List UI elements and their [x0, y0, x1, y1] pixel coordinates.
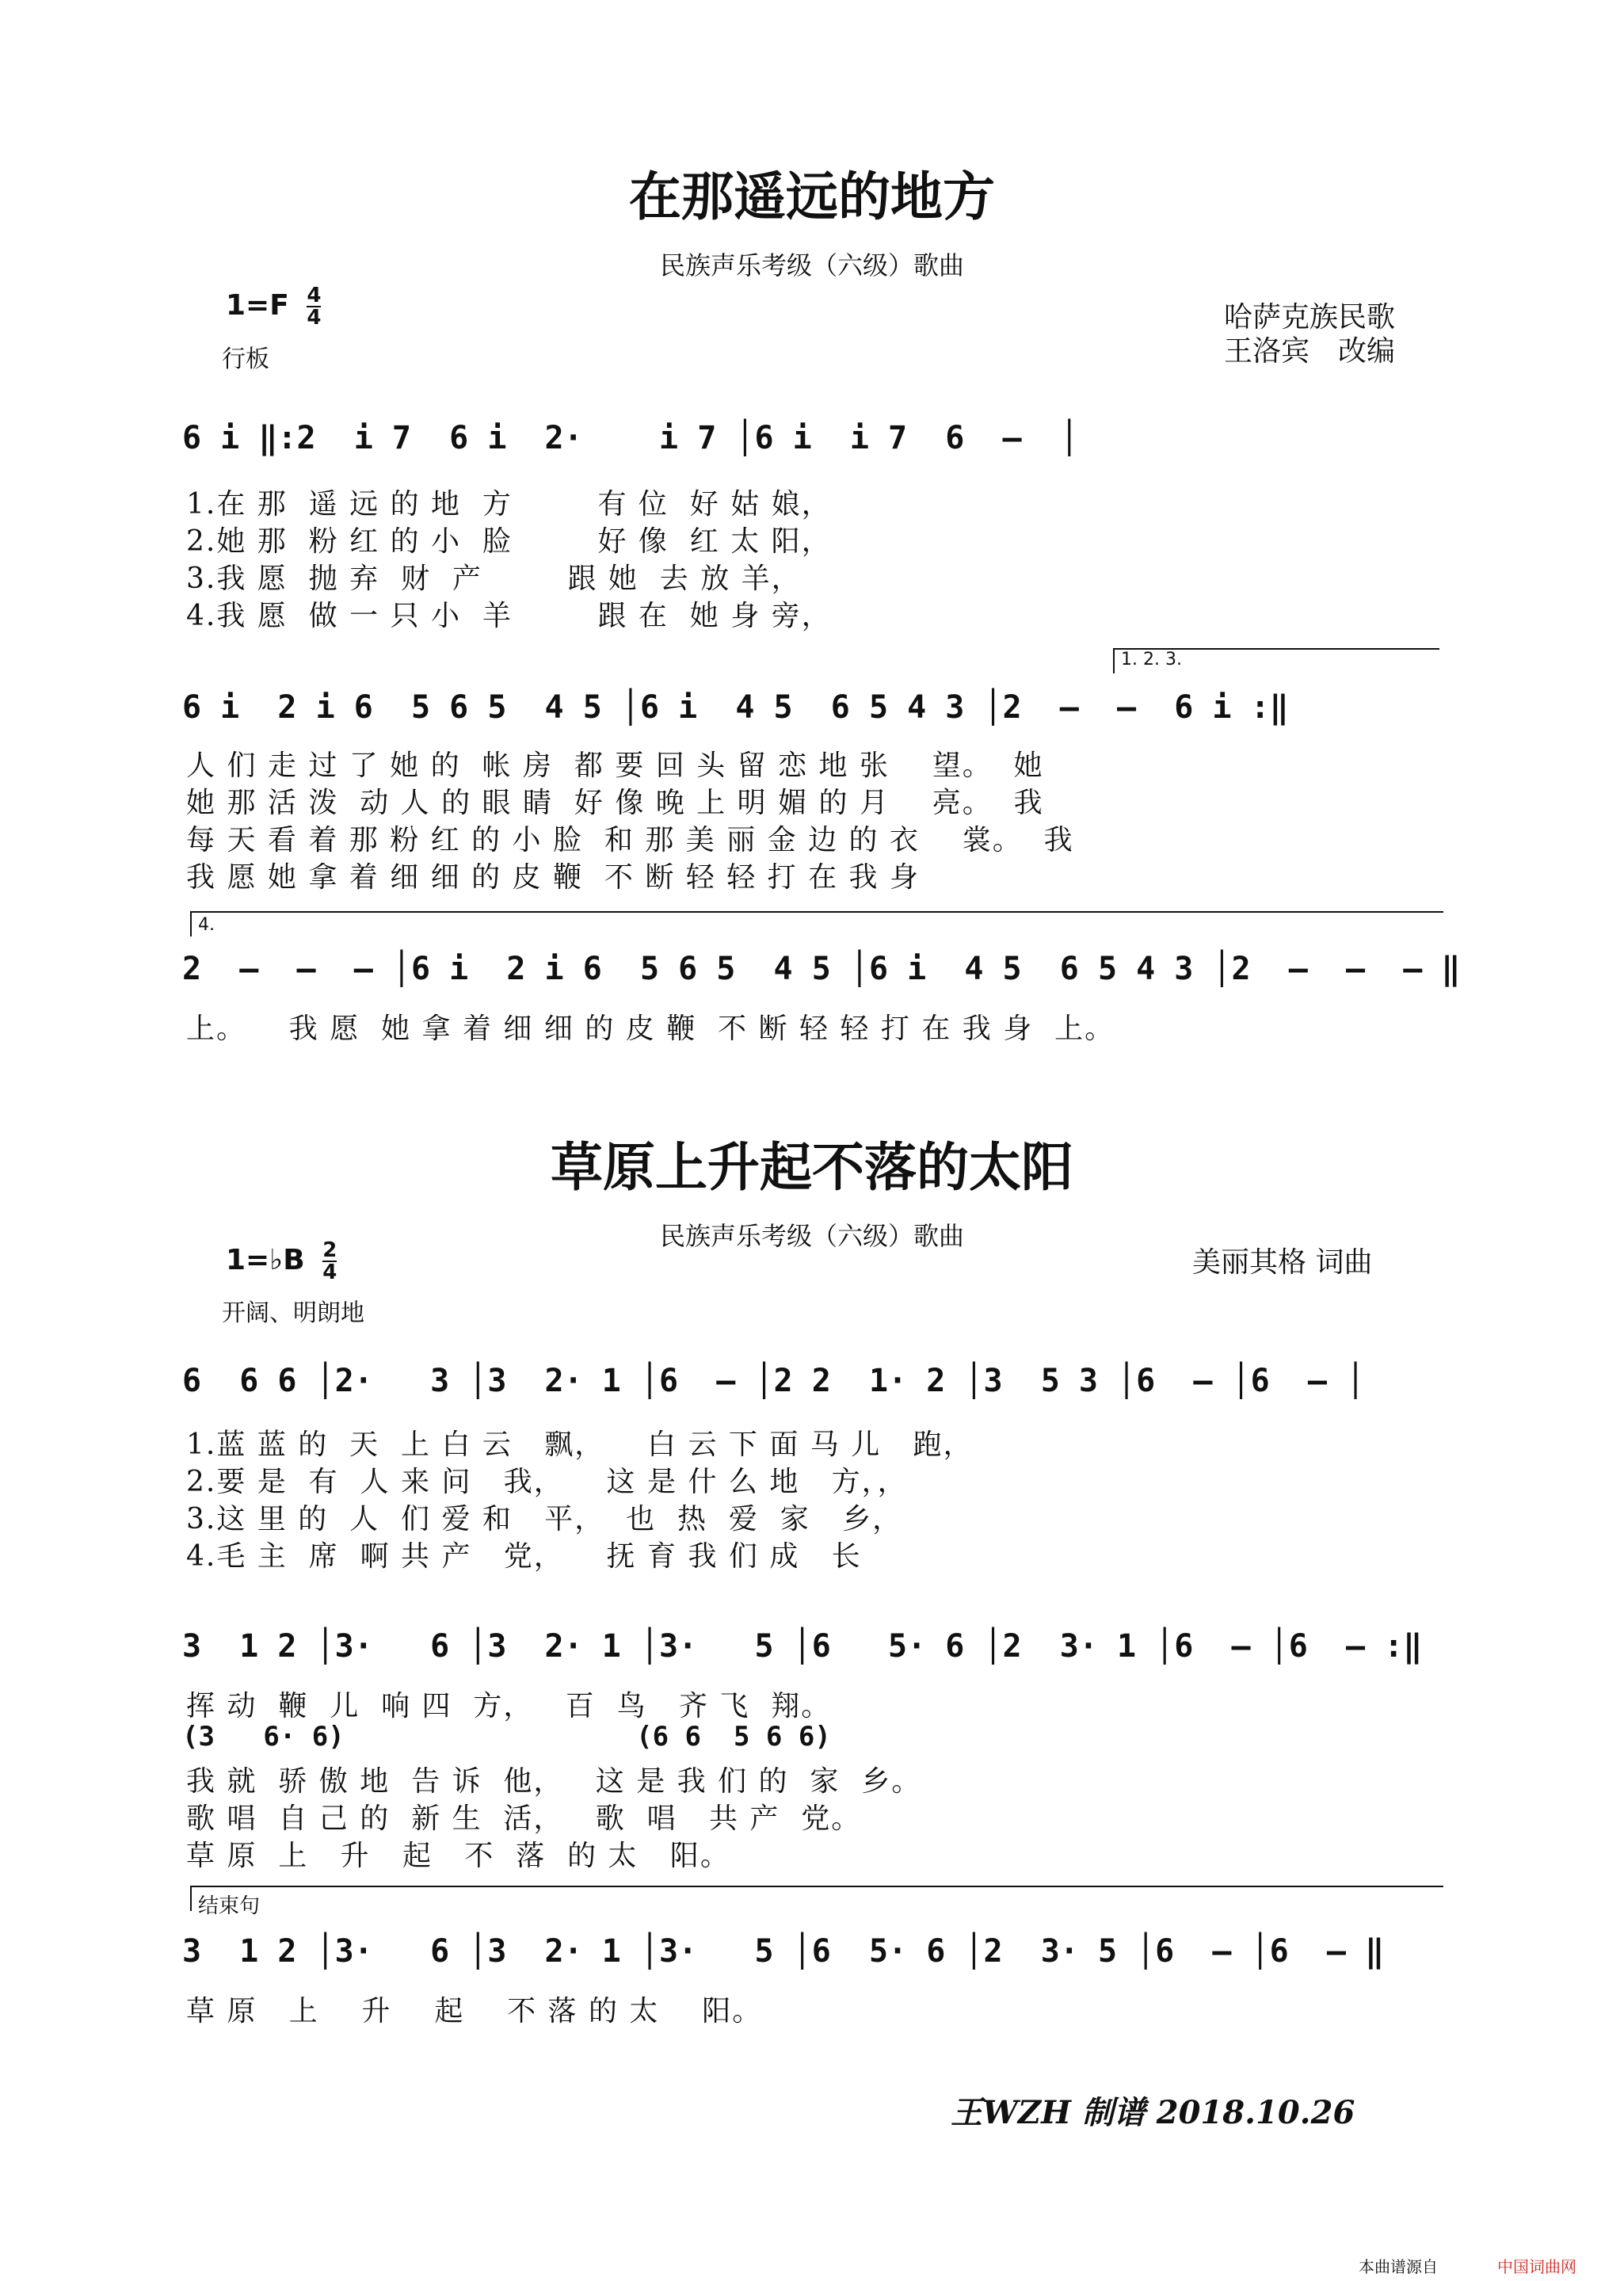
lyric-verse-1: 挥 动 鞭 儿 响 四 方， 百 鸟 齐 飞 翔。 — [186, 1690, 832, 1722]
song-title: 草原上升起不落的太阳 — [551, 1136, 1073, 1198]
key-signature — [226, 1240, 337, 1283]
ending-bracket — [190, 911, 1443, 936]
alternate-notes: (3 6· 6) (6 6 5 6 6) — [182, 1721, 831, 1753]
song-subtitle: 民族声乐考级（六级）歌曲 — [659, 1221, 964, 1251]
key-signature — [226, 285, 321, 328]
lyric-verse-4: 4.我 愿 做 一 只 小 羊 跟 在 她 身 旁， — [186, 600, 832, 632]
lyric-verse-3: 3.这 里 的 人 们 爱 和 平， 也 热 爱 家 乡， — [186, 1503, 903, 1535]
lyric-verse-2: 2.她 那 粉 红 的 小 脸 好 像 红 太 阳， — [186, 525, 832, 558]
time-bottom: 4 — [307, 306, 322, 330]
notation-line: 6 i ‖:2 i 7 6 i 2· i 7 │6 i i 7 6 – │ — [182, 420, 1079, 456]
lyric-verse-4: 我 愿 她 拿 着 细 细 的 皮 鞭 不 断 轻 轻 打 在 我 身 — [186, 861, 920, 894]
credit-origin: 哈萨克族民歌 — [1224, 301, 1396, 334]
lyric-verse-4: 上。 我 愿 她 拿 着 细 细 的 皮 鞭 不 断 轻 轻 打 在 我 身 上。 — [186, 1013, 1115, 1045]
tempo-marking: 开阔、明朗地 — [222, 1299, 364, 1327]
ending-label: 1. 2. 3. — [1121, 650, 1182, 669]
time-signature — [307, 285, 321, 328]
song-title: 在那遥远的地方 — [629, 166, 995, 227]
time-top: 4 — [307, 284, 322, 307]
lyric-verse-3: 歌 唱 自 己 的 新 生 活， 歌 唱 共 产 党。 — [186, 1802, 862, 1835]
transcriber-signature: 王WZH 制谱 2018.10.26 — [951, 2094, 1355, 2131]
song-subtitle: 民族声乐考级（六级）歌曲 — [659, 250, 964, 280]
lyric-verse-4: 草 原 上 升 起 不 落 的 太 阳。 — [186, 1840, 730, 1872]
lyric-verse-2: 我 就 骄 傲 地 告 诉 他， 这 是 我 们 的 家 乡。 — [186, 1765, 922, 1798]
lyric-verse-4: 4.毛 主 席 啊 共 产 党， 抚 育 我 们 成 长 — [186, 1540, 862, 1573]
lyric-verse-2: 2.要 是 有 人 来 问 我， 这 是 什 么 地 方，， — [186, 1466, 908, 1498]
lyric-verse-3: 3.我 愿 抛 弃 财 产 跟 她 去 放 羊， — [186, 563, 802, 595]
ending-label: 4. — [198, 915, 215, 935]
key-text: 1=F — [226, 289, 289, 322]
credit-arranger: 王洛宾 改编 — [1224, 335, 1396, 368]
time-signature — [322, 1240, 337, 1283]
lyric-verse-1: 1.蓝 蓝 的 天 上 白 云 飘， 白 云 下 面 马 儿 跑， — [186, 1428, 974, 1461]
notation-line: 2 – – – │6 i 2 i 6 5 6 5 4 5 │6 i 4 5 6 5 4 3 │2 – – – ‖ — [182, 951, 1461, 987]
source-label: 本曲谱源自 — [1359, 2257, 1438, 2276]
notation-line: 3 1 2 │3· 6 │3 2· 1 │3· 5 │6 5· 6 │2 3· 1 │6 – │6 – :‖ — [182, 1628, 1423, 1665]
lyric-final: 草 原 上 升 起 不 落 的 太 阳。 — [186, 1995, 763, 2027]
notation-line: 3 1 2 │3· 6 │3 2· 1 │3· 5 │6 5· 6 │2 3· 5 │6 – │6 – ‖ — [182, 1933, 1385, 1970]
time-bottom: 4 — [322, 1261, 337, 1284]
tempo-marking: 行板 — [222, 345, 269, 373]
lyric-verse-3: 每 天 看 着 那 粉 红 的 小 脸 和 那 美 丽 金 边 的 衣 裳。 我 — [186, 824, 1074, 856]
notation-line: 6 6 6 │2· 3 │3 2· 1 │6 – │2 2 1· 2 │3 5 3 │6 – │6 – │ — [182, 1363, 1366, 1399]
key-text: 1=♭B — [226, 1244, 305, 1276]
notation-line: 6 i 2 i 6 5 6 5 4 5 │6 i 4 5 6 5 4 3 │2 – – 6 i :‖ — [182, 689, 1289, 726]
ending-label: 结束句 — [198, 1894, 261, 1918]
ending-bracket — [190, 1886, 1443, 1911]
lyric-verse-1: 1.在 那 遥 远 的 地 方 有 位 好 姑 娘， — [186, 488, 832, 521]
source-site-link[interactable]: 中国词曲网 — [1497, 2257, 1576, 2276]
lyric-verse-2: 她 那 活 泼 动 人 的 眼 睛 好 像 晚 上 明 媚 的 月 亮。 我 — [186, 787, 1044, 819]
lyric-verse-1: 人 们 走 过 了 她 的 帐 房 都 要 回 头 留 恋 地 张 望。 她 — [186, 750, 1044, 782]
credit-composer: 美丽其格 词曲 — [1192, 1246, 1373, 1279]
time-top: 2 — [322, 1238, 337, 1262]
